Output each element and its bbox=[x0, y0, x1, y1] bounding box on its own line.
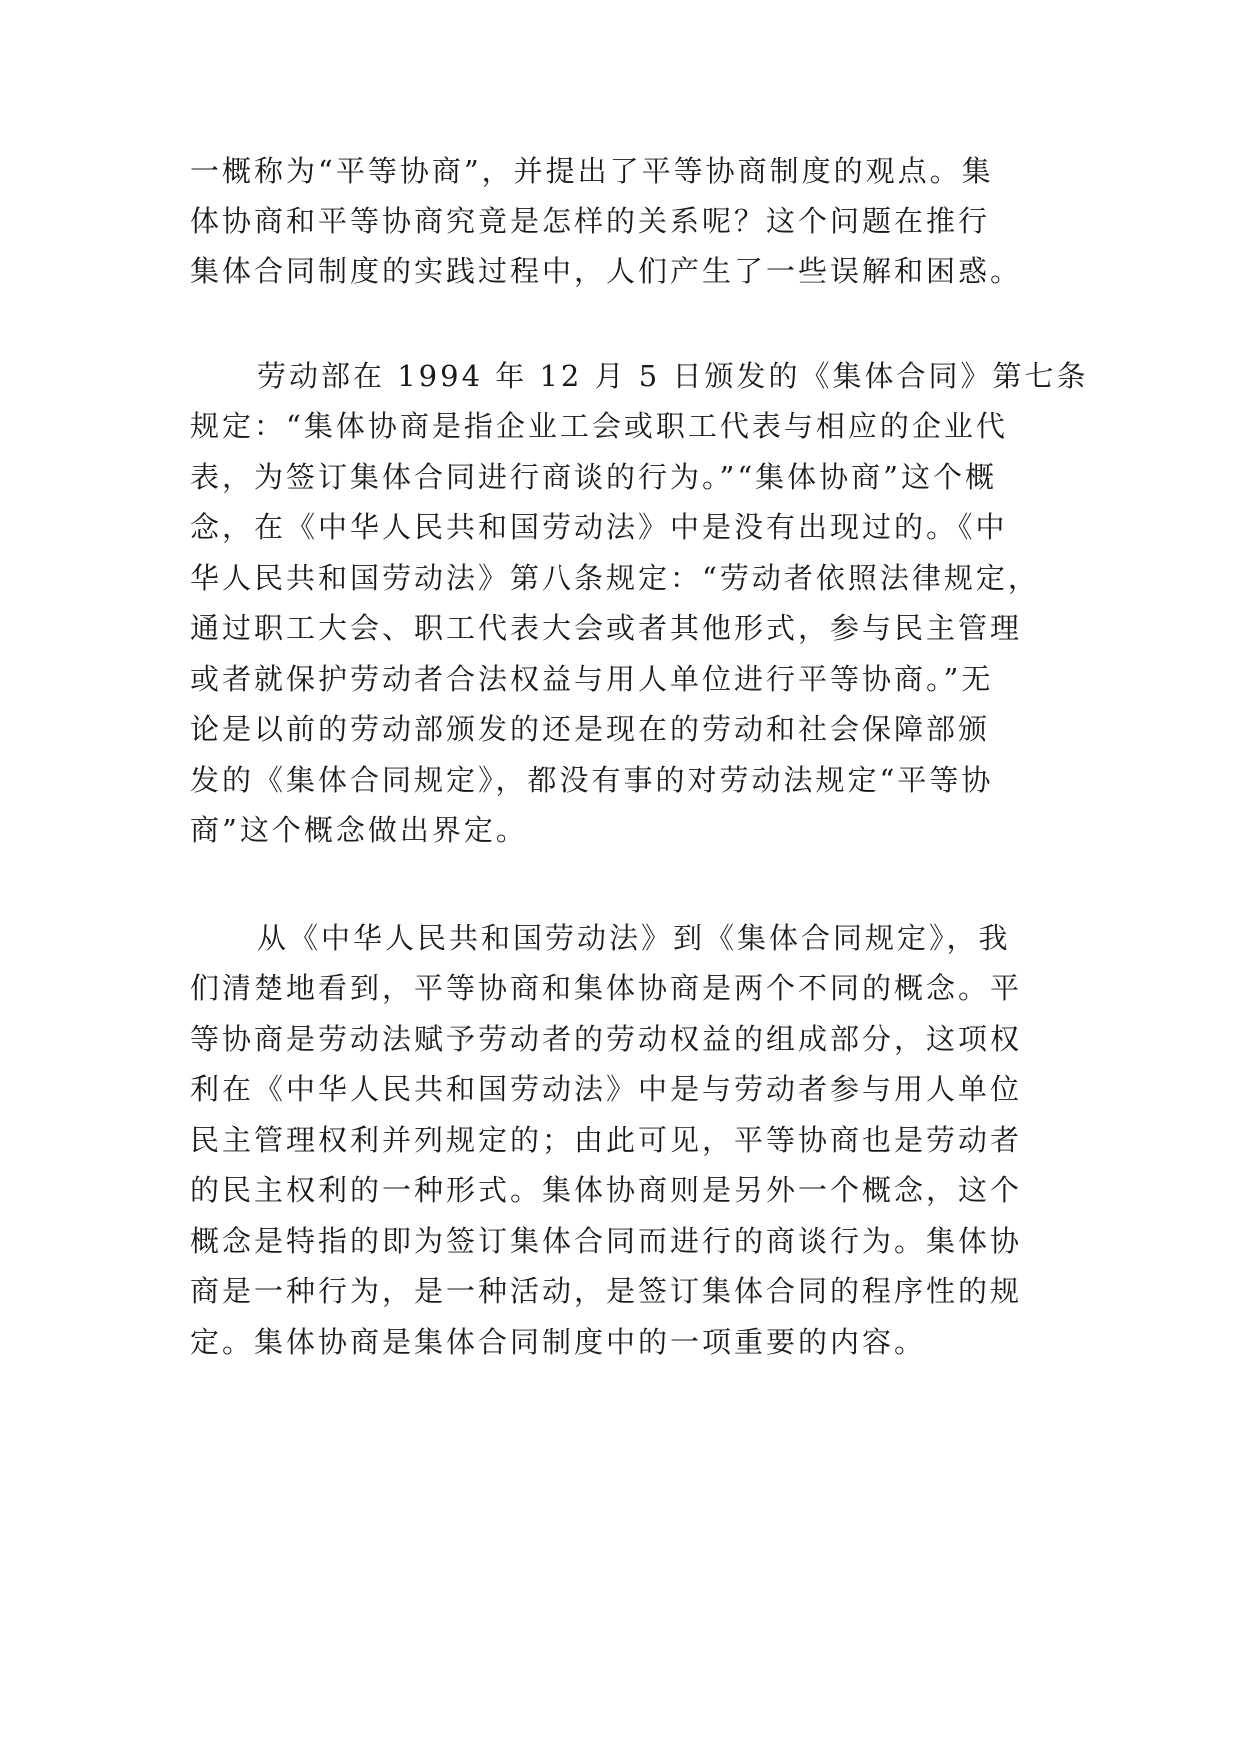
paragraph-1-line-3: 集体合同制度的实践过程中，人们产生了一些误解和困惑。 bbox=[190, 254, 1023, 288]
paragraph-2-line-4: 念，在《中华人民共和国劳动法》中是没有出现过的。《中 bbox=[190, 510, 1008, 544]
paragraph-3-line-3: 等协商是劳动法赋予劳动者的劳动权益的组成部分，这项权 bbox=[190, 1022, 1023, 1056]
paragraph-3-line-1: 从《中华人民共和国劳动法》到《集体合同规定》，我 bbox=[257, 921, 1011, 955]
paragraph-2-line-7: 或者就保护劳动者合法权益与用人单位进行平等协商。”无 bbox=[190, 662, 994, 696]
paragraph-2-line-9: 发的《集体合同规定》，都没有事的对劳动法规定“平等协 bbox=[190, 763, 994, 797]
paragraph-2-line-5: 华人民共和国劳动法》第八条规定：“劳动者依照法律规定， bbox=[190, 561, 1040, 595]
paragraph-1-line-2: 体协商和平等协商究竟是怎样的关系呢？这个问题在推行 bbox=[190, 204, 991, 238]
paragraph-2-line-1: 劳动部在 1994 年 12 月 5 日颁发的《集体合同》第七条 bbox=[257, 359, 1089, 393]
paragraph-3-line-5: 民主管理权利并列规定的；由此可见，平等协商也是劳动者 bbox=[190, 1123, 1023, 1157]
paragraph-3-line-6: 的民主权利的一种形式。集体协商则是另外一个概念，这个 bbox=[190, 1173, 1023, 1207]
paragraph-1-line-1: 一概称为“平等协商”，并提出了平等协商制度的观点。集 bbox=[190, 154, 994, 188]
paragraph-2-line-3: 表，为签订集体合同进行商谈的行为。”“集体协商”这个概 bbox=[190, 460, 997, 494]
paragraph-3-line-4: 利在《中华人民共和国劳动法》中是与劳动者参与用人单位 bbox=[190, 1072, 1023, 1106]
paragraph-2-line-6: 通过职工大会、职工代表大会或者其他形式，参与民主管理 bbox=[190, 611, 1023, 645]
paragraph-2-line-2: 规定：“集体协商是指企业工会或职工代表与相应的企业代 bbox=[190, 409, 1008, 443]
paragraph-3-line-8: 商是一种行为，是一种活动，是签订集体合同的程序性的规 bbox=[190, 1274, 1023, 1308]
paragraph-2-line-8: 论是以前的劳动部颁发的还是现在的劳动和社会保障部颁 bbox=[190, 712, 991, 746]
paragraph-3-line-9: 定。集体协商是集体合同制度中的一项重要的内容。 bbox=[190, 1325, 927, 1359]
paragraph-2-line-10: 商”这个概念做出界定。 bbox=[190, 813, 528, 847]
paragraph-3-line-7: 概念是特指的即为签订集体合同而进行的商谈行为。集体协 bbox=[190, 1224, 1023, 1258]
paragraph-3-line-2: 们清楚地看到，平等协商和集体协商是两个不同的概念。平 bbox=[190, 971, 1023, 1005]
